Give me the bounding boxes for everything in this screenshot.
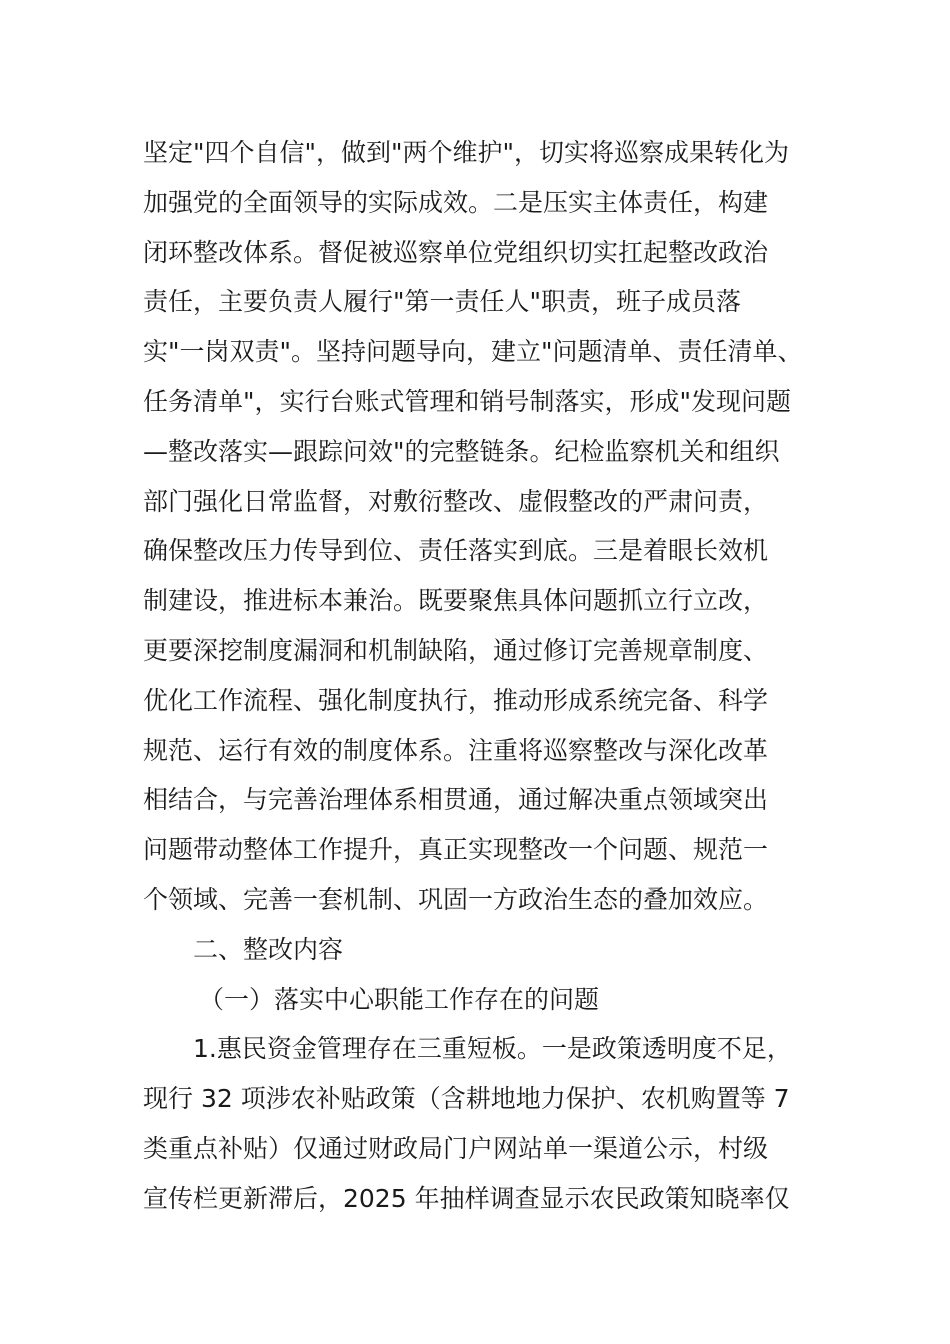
text-line: 责任，主要负责人履行"第一责任人"职责，班子成员落 [143,287,742,317]
text-line: —整改落实—跟踪问效"的完整链条。纪检监察机关和组织 [143,436,780,466]
text-line: 规范、运行有效的制度体系。注重将巡察整改与深化改革 [143,735,769,765]
text-line: 任务清单"，实行台账式管理和销号制落实，形成"发现问题 [143,386,792,416]
text-line: 闭环整改体系。督促被巡察单位党组织切实扛起整改政治 [143,237,769,267]
text-line: 更要深挖制度漏洞和机制缺陷，通过修订完善规章制度、 [143,635,769,665]
subsection-heading: （一）落实中心职能工作存在的问题 [199,984,600,1014]
text-line: 问题带动整体工作提升，真正实现整改一个问题、规范一 [143,835,769,865]
text-line: 宣传栏更新滞后，2025 年抽样调查显示农民政策知晓率仅 [143,1183,790,1213]
text-line: 优化工作流程、强化制度执行，推动形成系统完备、科学 [143,685,769,715]
text-line: 实"一岗双责"。坚持问题导向，建立"问题清单、责任清单、 [143,337,803,367]
text-line: 现行 32 项涉农补贴政策（含耕地地力保护、农机购置等 7 [143,1084,790,1114]
text-line: 坚定"四个自信"，做到"两个维护"，切实将巡察成果转化为 [143,138,789,167]
paragraph-first-line: 1.惠民资金管理存在三重短板。一是政策透明度不足， [193,1034,792,1064]
text-line: 个领域、完善一套机制、巩固一方政治生态的叠加效应。 [143,884,769,914]
text-line: 制建设，推进标本兼治。既要聚焦具体问题抓立行立改， [143,586,769,616]
text-line: 相结合，与完善治理体系相贯通，通过解决重点领域突出 [143,785,769,815]
document-body [143,128,813,1224]
text-line: 类重点补贴）仅通过财政局门户网站单一渠道公示，村级 [143,1133,769,1163]
text-line: 加强党的全面领导的实际成效。二是压实主体责任，构建 [143,187,769,217]
text-line: 部门强化日常监督，对敷衍整改、虚假整改的严肃问责， [143,486,769,516]
section-heading: 二、整改内容 [193,934,344,964]
text-line: 确保整改压力传导到位、责任落实到底。三是着眼长效机 [143,536,769,566]
